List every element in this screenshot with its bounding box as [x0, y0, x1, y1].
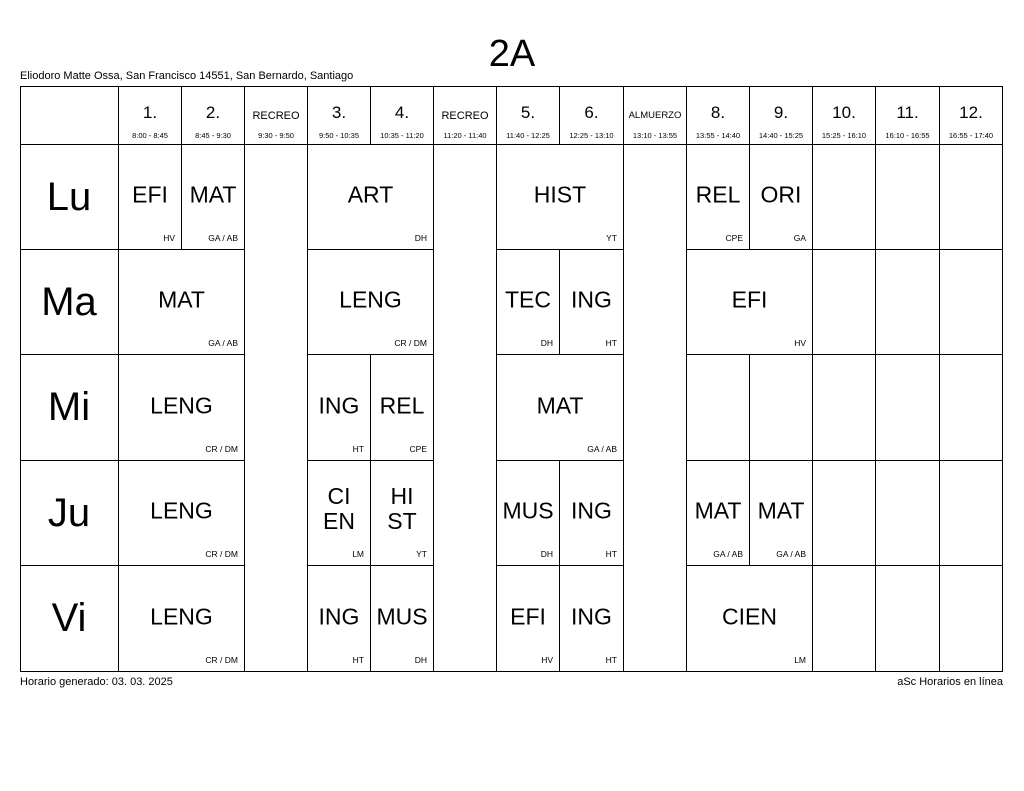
period-header	[813, 86, 876, 145]
break-column	[434, 145, 497, 672]
period-label: 2.	[205, 103, 221, 122]
lesson-teacher: HT	[605, 338, 617, 348]
empty-slot	[750, 355, 813, 461]
empty-slot	[813, 461, 876, 566]
lesson-teacher: CR / DM	[205, 549, 238, 559]
lesson-subject: MUS	[376, 603, 428, 629]
lesson-subject: ING	[318, 603, 360, 629]
lesson-cell[interactable]	[371, 355, 434, 461]
lesson-cell[interactable]	[687, 250, 813, 355]
period-header	[434, 86, 497, 145]
lesson-cell[interactable]	[308, 250, 434, 355]
empty-slot	[876, 461, 940, 566]
lesson-teacher: GA / AB	[713, 549, 743, 559]
lesson-subject: ART	[347, 181, 394, 208]
day-label: Ju	[20, 461, 119, 566]
lesson-teacher: DH	[540, 338, 553, 348]
lesson-teacher: YT	[606, 233, 617, 243]
lesson-teacher: GA / AB	[587, 444, 617, 454]
empty-slot	[876, 250, 940, 355]
lesson-subject: CIEN	[323, 483, 355, 534]
period-time: 8:00 - 8:45	[132, 131, 168, 140]
period-time: 9:50 - 10:35	[318, 131, 360, 140]
period-label: 5.	[520, 103, 536, 122]
lesson-subject: MUS	[502, 497, 554, 524]
empty-slot	[876, 566, 940, 672]
lesson-teacher: GA	[793, 233, 806, 243]
lesson-teacher: GA / AB	[208, 338, 238, 348]
period-header	[687, 86, 750, 145]
lesson-teacher: GA / AB	[776, 549, 806, 559]
period-header	[308, 86, 371, 145]
lesson-subject: ING	[571, 603, 612, 629]
lesson-teacher: DH	[414, 233, 427, 243]
school-address: Eliodoro Matte Ossa, San Francisco 14551, San Bernardo, Santiago	[20, 70, 354, 82]
period-label: 4.	[394, 103, 410, 122]
lesson-teacher: HT	[352, 655, 364, 665]
empty-slot	[813, 355, 876, 461]
period-header	[119, 86, 182, 145]
lesson-cell[interactable]	[560, 250, 624, 355]
lesson-cell[interactable]	[308, 355, 371, 461]
empty-slot	[940, 566, 1003, 672]
period-header	[245, 86, 308, 145]
lesson-teacher: CR / DM	[205, 655, 238, 665]
lesson-cell[interactable]	[308, 461, 371, 566]
period-header	[371, 86, 434, 145]
empty-slot	[813, 145, 876, 250]
period-time: 15:25 - 16:10	[821, 131, 867, 140]
lesson-teacher: CR / DM	[394, 338, 427, 348]
lesson-cell[interactable]	[119, 250, 245, 355]
lesson-cell[interactable]	[560, 566, 624, 672]
lesson-teacher: HV	[163, 233, 175, 243]
period-header	[750, 86, 813, 145]
lesson-cell[interactable]	[371, 461, 434, 566]
period-header	[497, 86, 560, 145]
lesson-cell[interactable]	[497, 250, 560, 355]
lesson-cell[interactable]	[119, 566, 245, 672]
lesson-subject: MAT	[189, 181, 237, 208]
empty-slot	[940, 355, 1003, 461]
period-time: 13:55 - 14:40	[695, 131, 741, 140]
lesson-subject: EFI	[132, 181, 168, 208]
brand-footer: aSc Horarios en línea	[897, 676, 1003, 688]
lesson-cell[interactable]	[497, 355, 624, 461]
day-label: Vi	[20, 566, 119, 672]
period-time: 16:55 - 17:40	[948, 131, 994, 140]
period-time: 14:40 - 15:25	[758, 131, 804, 140]
lesson-subject: MAT	[536, 392, 584, 418]
period-label: RECREO	[252, 110, 300, 122]
lesson-cell[interactable]	[119, 461, 245, 566]
empty-slot	[940, 250, 1003, 355]
period-label: 11.	[896, 103, 919, 122]
period-header	[876, 86, 940, 145]
lesson-cell[interactable]	[119, 355, 245, 461]
period-header	[560, 86, 624, 145]
lesson-cell[interactable]	[687, 461, 750, 566]
lesson-teacher: YT	[416, 549, 427, 559]
lesson-subject: LENG	[339, 286, 402, 313]
lesson-cell[interactable]	[119, 145, 182, 250]
lesson-subject: HIST	[533, 181, 587, 208]
lesson-cell[interactable]	[497, 461, 560, 566]
period-label: 6.	[584, 103, 599, 122]
empty-slot	[687, 355, 750, 461]
day-label: Mi	[20, 355, 119, 461]
lesson-subject: LENG	[150, 603, 213, 629]
lesson-cell[interactable]	[497, 566, 560, 672]
period-time: 10:35 - 11:20	[380, 131, 424, 140]
lesson-teacher: HV	[794, 338, 806, 348]
period-time: 11:20 - 11:40	[443, 131, 487, 140]
lesson-teacher: DH	[540, 549, 553, 559]
period-label: 9.	[773, 103, 789, 122]
period-label: 10.	[832, 103, 856, 122]
timetable-grid	[20, 86, 1003, 672]
lesson-subject: REL	[379, 392, 425, 418]
day-label: Lu	[20, 145, 119, 250]
period-time: 9:30 - 9:50	[258, 131, 294, 140]
lesson-subject: ING	[571, 286, 612, 313]
lesson-cell[interactable]	[182, 145, 245, 250]
lesson-subject: TEC	[505, 286, 551, 313]
lesson-teacher: CPE	[725, 233, 743, 243]
period-label: RECREO	[441, 110, 489, 122]
lesson-teacher: CR / DM	[205, 444, 238, 454]
lesson-cell[interactable]	[308, 145, 434, 250]
generated-date: Horario generado: 03. 03. 2025	[20, 676, 173, 688]
lesson-cell[interactable]	[750, 461, 813, 566]
period-label: ALMUERZO	[628, 110, 682, 121]
break-column	[624, 145, 687, 672]
lesson-cell[interactable]	[687, 145, 750, 250]
lesson-subject: ING	[571, 497, 612, 524]
timetable-title: 2A	[488, 33, 536, 75]
lesson-teacher: LM	[352, 549, 364, 559]
lesson-cell[interactable]	[687, 566, 813, 672]
lesson-subject: REL	[695, 181, 741, 208]
lesson-teacher: HT	[605, 655, 617, 665]
lesson-cell[interactable]	[750, 145, 813, 250]
period-time: 13:10 - 13:55	[632, 131, 678, 140]
lesson-teacher: CPE	[409, 444, 427, 454]
corner-cell	[20, 86, 119, 145]
period-label: 8.	[710, 103, 726, 122]
period-time: 8:45 - 9:30	[195, 131, 231, 140]
lesson-subject: LENG	[150, 497, 213, 524]
lesson-subject: CIEN	[722, 603, 777, 629]
lesson-cell[interactable]	[308, 566, 371, 672]
period-label: 1.	[142, 103, 158, 122]
period-header	[940, 86, 1003, 145]
empty-slot	[876, 145, 940, 250]
lesson-cell[interactable]	[560, 461, 624, 566]
lesson-subject: ING	[318, 392, 360, 418]
empty-slot	[940, 145, 1003, 250]
lesson-subject: MAT	[757, 497, 805, 524]
day-label: Ma	[20, 250, 119, 355]
lesson-subject: ORI	[760, 181, 802, 208]
period-time: 12:25 - 13:10	[569, 131, 614, 140]
lesson-subject: EFI	[731, 286, 768, 313]
break-column	[245, 145, 308, 672]
lesson-subject: EFI	[510, 603, 546, 629]
lesson-teacher: GA / AB	[208, 233, 238, 243]
lesson-subject: MAT	[158, 286, 205, 313]
period-header	[624, 86, 687, 145]
period-time: 16:10 - 16:55	[885, 131, 930, 140]
lesson-subject: LENG	[150, 392, 213, 418]
lesson-cell[interactable]	[371, 566, 434, 672]
lesson-teacher: HT	[605, 549, 617, 559]
lesson-subject: HIST	[387, 483, 417, 534]
lesson-teacher: HT	[352, 444, 364, 454]
lesson-cell[interactable]	[497, 145, 624, 250]
period-time: 11:40 - 12:25	[506, 131, 550, 140]
empty-slot	[940, 461, 1003, 566]
period-header	[182, 86, 245, 145]
period-label: 12.	[959, 103, 983, 122]
empty-slot	[813, 250, 876, 355]
empty-slot	[813, 566, 876, 672]
period-label: 3.	[331, 103, 347, 122]
lesson-teacher: HV	[541, 655, 553, 665]
lesson-subject: MAT	[694, 497, 742, 524]
lesson-teacher: DH	[414, 655, 427, 665]
empty-slot	[876, 355, 940, 461]
lesson-teacher: LM	[794, 655, 806, 665]
